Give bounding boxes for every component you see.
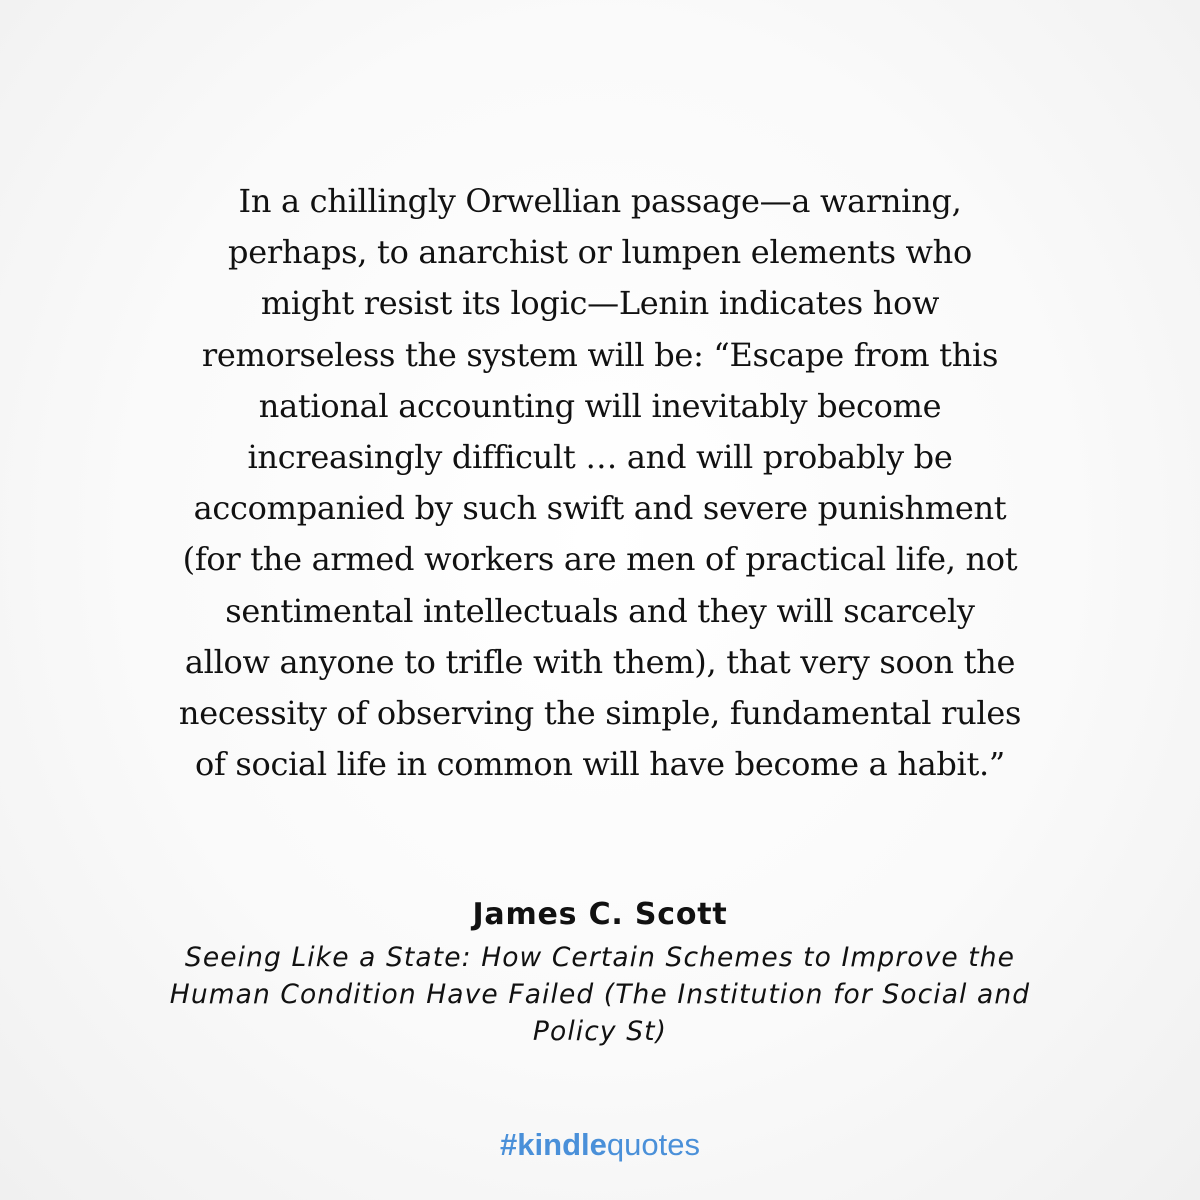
book-title-line: Seeing Like a State: How Certain Schemes to Improve the — [184, 942, 1016, 973]
book-title — [60, 939, 1140, 1050]
quote-line: In a chillingly Orwellian passage—a warning, — [238, 182, 962, 220]
quote-line: sentimental intellectuals and they will scarcely — [225, 591, 975, 630]
quote-line: allow anyone to trifle with them), that very soon the — [184, 642, 1016, 681]
quote-line: might resist its logic—Lenin indicates how — [260, 284, 940, 323]
quote-line: (for the armed workers are men of practical life, not — [182, 540, 1018, 579]
hashtag-prefix: #kindle — [500, 1127, 607, 1162]
quote-line: increasingly difficult … and will probably be — [247, 438, 953, 477]
author-name: James C. Scott — [472, 897, 728, 932]
hashtag-suffix: quotes — [606, 1127, 700, 1162]
quote-line: perhaps, to anarchist or lumpen elements who — [228, 233, 972, 272]
quote-line: of social life in common will have become a habit.” — [195, 745, 1005, 784]
quote-line: necessity of observing the simple, fundamental rules — [178, 694, 1022, 733]
attribution — [60, 893, 1140, 1050]
quote-line: accompanied by such swift and severe punishment — [193, 489, 1007, 528]
quote-line: remorseless the system will be: “Escape from this — [201, 335, 999, 374]
quote-text — [70, 176, 1130, 790]
book-title-line: Human Condition Have Failed (The Institution for Social and — [169, 979, 1031, 1010]
quote-line: national accounting will inevitably become — [258, 386, 942, 425]
kindlequotes-hashtag — [0, 1123, 1200, 1167]
book-title-line: Policy St) — [532, 1016, 668, 1047]
